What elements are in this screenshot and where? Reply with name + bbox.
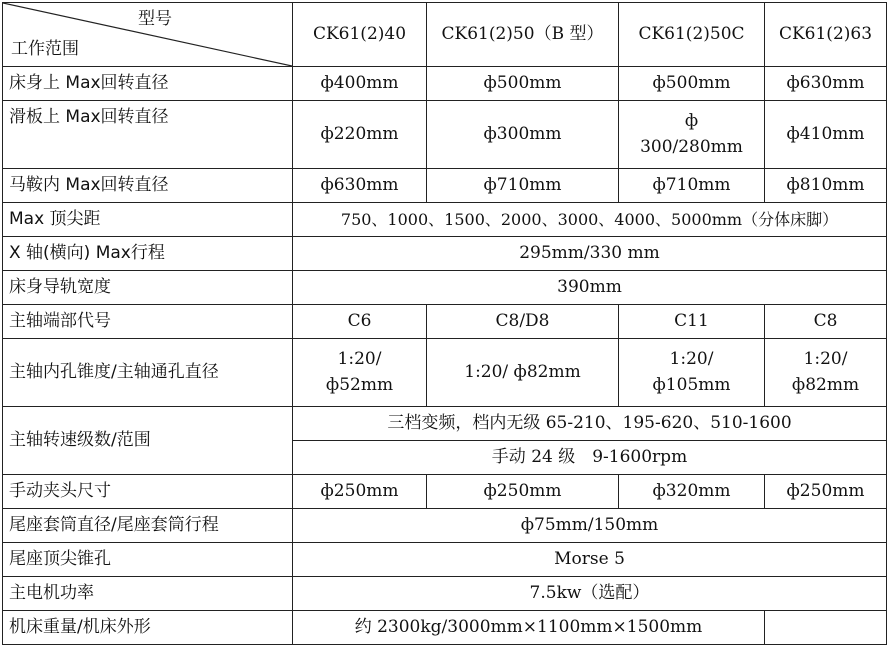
- value-cell: ф630mm: [765, 67, 887, 101]
- value-line: 1:20/: [669, 349, 714, 369]
- value-cell: ф250mm: [765, 475, 887, 509]
- value-cell: ф710mm: [619, 169, 765, 203]
- value-line: ф: [684, 111, 699, 131]
- row-gap-swing: [3, 169, 887, 203]
- row-label: 床身导轨宽度: [3, 271, 293, 305]
- merged-value-cell: 手动 24 级 9-1600rpm: [293, 441, 887, 475]
- row-bed-swing: [3, 67, 887, 101]
- row-label: 主轴内孔锥度/主轴通孔直径: [3, 339, 293, 407]
- value-cell: ф410mm: [765, 101, 887, 169]
- row-center-distance: [3, 203, 887, 237]
- row-label: 滑板上 Max回转直径: [3, 101, 293, 169]
- empty-cell: [765, 611, 887, 645]
- value-cell-two-line: [765, 339, 887, 407]
- value-cell: ф630mm: [293, 169, 427, 203]
- row-x-travel: [3, 237, 887, 271]
- value-cell: C8/D8: [427, 305, 619, 339]
- value-line: 1:20/: [803, 349, 848, 369]
- row-spindle-nose: [3, 305, 887, 339]
- row-tailstock-quill: [3, 509, 887, 543]
- value-cell: ф400mm: [293, 67, 427, 101]
- value-cell: ф300mm: [427, 101, 619, 169]
- value-cell: ф320mm: [619, 475, 765, 509]
- row-label: 马鞍内 Max回转直径: [3, 169, 293, 203]
- merged-value-cell: 7.5kw（选配）: [293, 577, 887, 611]
- row-spindle-bore: [3, 339, 887, 407]
- merged-value-cell: 750、1000、1500、2000、3000、4000、5000mm（分体床脚）: [293, 203, 887, 237]
- header-row: [3, 3, 887, 67]
- merged-value-cell: Morse 5: [293, 543, 887, 577]
- model-header-3: CK61(2)50C: [619, 3, 765, 67]
- value-cell-two-line: [619, 339, 765, 407]
- row-label: 床身上 Max回转直径: [3, 67, 293, 101]
- value-cell: C6: [293, 305, 427, 339]
- value-line: 1:20/: [337, 349, 382, 369]
- row-slide-swing: [3, 101, 887, 169]
- value-cell: ф810mm: [765, 169, 887, 203]
- row-label: 主轴转速级数/范围: [3, 407, 293, 475]
- value-line: ф82mm: [791, 374, 860, 395]
- merged-value-cell: 三档变频，档内无级 65-210、195-620、510-1600: [293, 407, 887, 441]
- row-guide-width: [3, 271, 887, 305]
- model-header-2: CK61(2)50（B 型）: [427, 3, 619, 67]
- value-cell: ф710mm: [427, 169, 619, 203]
- value-cell: ф500mm: [427, 67, 619, 101]
- value-cell: ф250mm: [293, 475, 427, 509]
- value-cell: ф500mm: [619, 67, 765, 101]
- row-chuck-size: [3, 475, 887, 509]
- value-cell-two-line: [293, 339, 427, 407]
- merged-value-cell: 390mm: [293, 271, 887, 305]
- value-cell-two-line: [619, 101, 765, 169]
- value-line: ф52mm: [325, 374, 394, 395]
- value-line: ф105mm: [652, 374, 731, 395]
- value-cell: C8: [765, 305, 887, 339]
- row-label: 主电机功率: [3, 577, 293, 611]
- model-header-label: 型号: [138, 9, 172, 29]
- value-line: 300/280mm: [640, 136, 743, 157]
- corner-header-cell: [3, 3, 293, 67]
- merged-value-cell: 约 2300kg/3000mm×1100mm×1500mm: [293, 611, 765, 645]
- row-tailstock-taper: [3, 543, 887, 577]
- value-cell: ф220mm: [293, 101, 427, 169]
- row-label: Max 顶尖距: [3, 203, 293, 237]
- row-label: X 轴(横向) Max行程: [3, 237, 293, 271]
- row-label: 机床重量/机床外形: [3, 611, 293, 645]
- row-label: 手动夹头尺寸: [3, 475, 293, 509]
- row-motor-power: [3, 577, 887, 611]
- model-header-4: CK61(2)63: [765, 3, 887, 67]
- row-spindle-speed-1: [3, 407, 887, 441]
- row-label: 尾座套筒直径/尾座套筒行程: [3, 509, 293, 543]
- spec-table: [2, 2, 887, 645]
- value-cell: 1:20/ ф82mm: [427, 339, 619, 407]
- row-label: 尾座顶尖锥孔: [3, 543, 293, 577]
- value-cell: ф250mm: [427, 475, 619, 509]
- merged-value-cell: 295mm/330 mm: [293, 237, 887, 271]
- range-header-label: 工作范围: [11, 38, 79, 59]
- row-weight-size: [3, 611, 887, 645]
- row-label: 主轴端部代号: [3, 305, 293, 339]
- value-cell: C11: [619, 305, 765, 339]
- model-header-1: CK61(2)40: [293, 3, 427, 67]
- merged-value-cell: ф75mm/150mm: [293, 509, 887, 543]
